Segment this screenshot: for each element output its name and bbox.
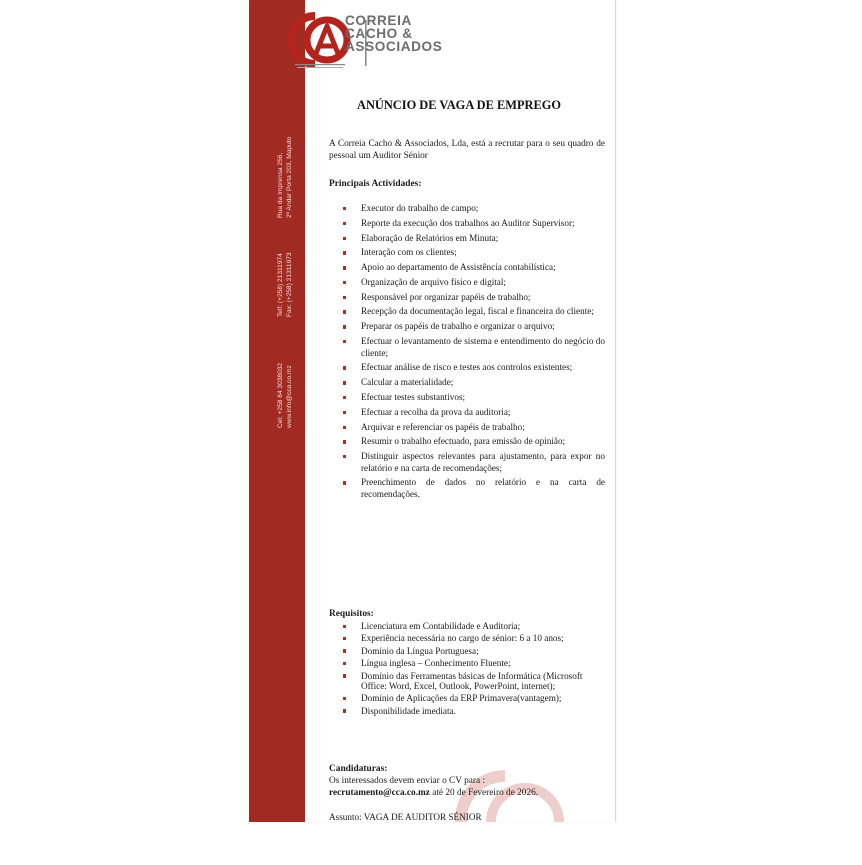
list-item: Executor do trabalho de campo; (329, 203, 605, 215)
logo-wordmark (345, 15, 442, 53)
list-item: Calcular a materialidade; (329, 377, 605, 389)
list-item: Resumir o trabalho efectuado, para emissão de opinião; (329, 436, 605, 448)
list-item: Recepção da documentação legal, fiscal e financeira do cliente; (329, 306, 605, 318)
list-item: Arquivar e referenciar os papéis de trabalho; (329, 422, 605, 434)
applications-line (329, 788, 616, 800)
list-item: Disponibilidade imediata. (329, 706, 605, 717)
list-item: Interação com os clientes; (329, 247, 605, 259)
list-item: Reporte da execução dos trabalhos ao Auditor Supervisor; (329, 218, 605, 230)
list-item: Domínio de Aplicações da ERP Primavera(vantagem); (329, 693, 605, 704)
logo-name-line2: CACHO & (345, 25, 413, 41)
list-item: Apoio ao departamento de Assistência contabilística; (329, 262, 605, 274)
applications-deadline: até 20 de Fevereiro de 2026. (432, 787, 539, 798)
list-item: Efectuar testes substantivos; (329, 392, 605, 404)
list-item: Preparar os papéis de trabalho e organizar o arquivo; (329, 321, 605, 333)
list-item: Efectuar análise de risco e testes aos controlos existentes; (329, 362, 605, 374)
list-item: Domínio da Língua Portuguesa; (329, 646, 605, 657)
sidebar-web: www.info@cca.co.mz (286, 365, 293, 428)
list-item: Preenchimento de dados no relatório e na carta de recomendações. (329, 477, 605, 500)
list-item: Efectuar a recolha da prova da auditoria; (329, 407, 605, 419)
requirements-heading: Requisitos: (329, 609, 374, 619)
list-item: Língua inglesa – Conhecimento Fluente; (329, 658, 605, 669)
list-item: Efectuar o levantamento de sistema e entendimento do negócio do cliente; (329, 336, 605, 359)
logo-name-line1: CORREIA (345, 13, 412, 28)
intro-paragraph: A Correia Cacho & Associados, Lda, está a recrutar para o seu quadro de pessoal um Auditor Sénior (329, 139, 605, 161)
sidebar-cell: Cel: +258 84 3038032 (277, 362, 284, 428)
logo-monogram-icon (291, 16, 347, 68)
logo-name-line3: ASSOCIADOS (345, 38, 443, 54)
red-sidebar (249, 0, 305, 822)
job-ad-page (249, 0, 616, 822)
sidebar-phone: Telf: (+258) 21311974 (277, 253, 284, 317)
requirements-list (329, 621, 605, 718)
sidebar-address-line2: 2º Andar Porta 203, Maputo (286, 136, 293, 218)
sidebar-address-line1: Rua da Imprensa 256, (277, 152, 284, 218)
list-item: Domínio das Ferramentas básicas de Informática (Microsoft Office: Word, Excel, Outlook, PowerPoint, internet); (329, 671, 605, 692)
list-item: Licenciatura em Contabilidade e Auditoria; (329, 621, 605, 632)
subject-line: Assunto: VAGA DE AUDITOR SÉNIOR (329, 812, 482, 822)
applications-paragraph (329, 776, 616, 799)
sidebar-fax: Fax: (+258) 21311973 (286, 252, 293, 317)
activities-heading: Principais Actividades: (329, 179, 422, 189)
list-item: Responsável por organizar papéis de trabalho; (329, 292, 605, 304)
applications-text: Os interessados devem enviar o CV para : (329, 776, 486, 786)
page-title: ANÚNCIO DE VAGA DE EMPREGO (357, 98, 562, 112)
list-item: Experiência necessária no cargo de sénior: 6 a 10 anos; (329, 633, 605, 644)
list-item: Elaboração de Relatórios em Minuta; (329, 233, 605, 245)
applications-email[interactable]: recrutamento@cca.co.mz (329, 787, 430, 798)
list-item: Organização de arquivo físico e digital; (329, 277, 605, 289)
applications-heading: Candidaturas: (329, 764, 388, 774)
list-item: Distinguir aspectos relevantes para ajustamento, para expor no relatório e na carta de recomendações; (329, 451, 605, 474)
activities-list (329, 203, 605, 504)
